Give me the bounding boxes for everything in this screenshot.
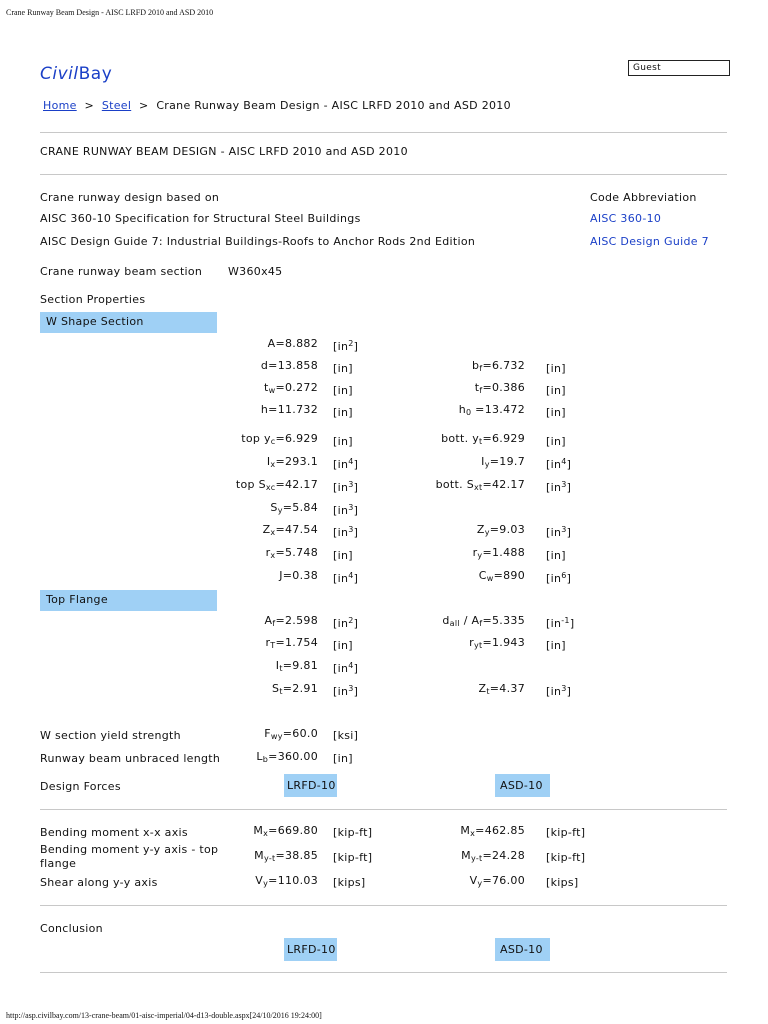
value: 110.03 bbox=[277, 874, 318, 887]
value: 0.272 bbox=[285, 381, 318, 394]
code-abbreviation-heading: Code Abbreviation bbox=[590, 191, 697, 204]
symbol-sub: f bbox=[272, 619, 276, 628]
unit: [in] bbox=[546, 639, 566, 652]
prop-Iy-value: $I_y=19.7$ bbox=[481, 455, 525, 469]
unit-close: ] bbox=[353, 572, 359, 585]
value: 462.85 bbox=[484, 824, 525, 837]
value: 0.386 bbox=[492, 381, 525, 394]
prop-ryt-unit bbox=[546, 638, 566, 652]
value: 360.00 bbox=[277, 750, 318, 763]
spec-aisc-360: AISC 360-10 Specification for Structural Steel Buildings bbox=[40, 212, 361, 225]
unit: [in bbox=[546, 617, 562, 630]
prop-yt-unit bbox=[546, 434, 566, 448]
force-mx-asd-unit: [kip-ft] bbox=[546, 826, 586, 839]
prop-d-unit bbox=[333, 361, 353, 375]
unit-exp: 2 bbox=[348, 616, 354, 625]
unit: [in] bbox=[333, 435, 353, 448]
symbol-sub: T bbox=[270, 641, 276, 650]
unit-exp: 2 bbox=[348, 339, 354, 348]
unit: [in bbox=[333, 340, 349, 353]
symbol: F bbox=[264, 727, 271, 740]
prop-J-value: J=0.38 bbox=[279, 569, 318, 582]
symbol-sub: f bbox=[479, 364, 483, 373]
w-shape-section-title: W Shape Section bbox=[46, 315, 144, 328]
unit: [in bbox=[333, 526, 349, 539]
asd-tab[interactable] bbox=[495, 774, 550, 797]
unit: [in] bbox=[546, 549, 566, 562]
prop-It-unit bbox=[333, 661, 358, 675]
breadcrumb-steel-link[interactable]: Steel bbox=[101, 99, 132, 112]
unit-close: ] bbox=[569, 617, 575, 630]
value: 42.17 bbox=[492, 478, 525, 491]
top-flange-title: Top Flange bbox=[46, 593, 108, 606]
symbol: Z bbox=[478, 682, 487, 695]
symbol: r bbox=[265, 546, 271, 559]
prop-Iy-unit bbox=[546, 457, 571, 471]
value: 2.91 bbox=[292, 682, 318, 695]
conclusion-lrfd-tab[interactable] bbox=[284, 938, 337, 961]
symbol: r bbox=[469, 636, 474, 649]
lrfd-tab-label: LRFD-10 bbox=[287, 779, 336, 792]
value: 5.335 bbox=[492, 614, 525, 627]
unbraced-length-unit: [in] bbox=[333, 752, 353, 765]
force-mx-label: Bending moment x-x axis bbox=[40, 826, 188, 839]
force-myt-lrfd-value: $M_{y-t}=38.85$ bbox=[254, 849, 318, 863]
symbol: Z bbox=[476, 523, 485, 536]
symbol: top y bbox=[241, 432, 271, 445]
symbol: M bbox=[253, 824, 264, 837]
symbol-sub: xt bbox=[473, 483, 483, 492]
unit: [in bbox=[333, 617, 349, 630]
breadcrumb bbox=[43, 99, 511, 112]
prop-yt-value: bott. $y_t=6.929$ bbox=[441, 432, 525, 446]
value: 38.85 bbox=[285, 849, 318, 862]
prop-tw-unit bbox=[333, 383, 353, 397]
prop-Ix-value: $I_x=293.1$ bbox=[266, 455, 318, 469]
design-basis-intro: Crane runway design based on bbox=[40, 191, 220, 204]
prop-ry-value: $r_y=1.488$ bbox=[472, 546, 525, 560]
force-myt-asd-unit: [kip-ft] bbox=[546, 851, 586, 864]
unit: [in bbox=[546, 572, 562, 585]
unit-close: ] bbox=[566, 458, 572, 471]
section-value: W360x45 bbox=[228, 265, 283, 278]
prop-tf-value: $t_f=0.386$ bbox=[474, 381, 525, 395]
prop-Sy-value: $S_y=5.84$ bbox=[270, 501, 318, 515]
unit-close: ] bbox=[353, 685, 359, 698]
prop-h0-value: $h_0 =13.472$ bbox=[458, 403, 525, 417]
value: 11.732 bbox=[277, 403, 318, 416]
unit-close: ] bbox=[566, 572, 572, 585]
logo-civil: Civil bbox=[40, 64, 79, 84]
unit-exp: 4 bbox=[348, 457, 354, 466]
value: 6.732 bbox=[492, 359, 525, 372]
unit-exp: 4 bbox=[348, 661, 354, 670]
unit-close: ] bbox=[353, 526, 359, 539]
breadcrumb-separator: > bbox=[139, 99, 149, 112]
symbol: d bbox=[260, 359, 269, 372]
force-mx-lrfd-value: $M_x=669.80$ bbox=[253, 824, 318, 838]
symbol: h bbox=[260, 403, 269, 416]
conclusion-asd-label: ASD-10 bbox=[500, 943, 543, 956]
symbol-sub: x bbox=[470, 829, 476, 838]
conclusion-heading: Conclusion bbox=[40, 922, 103, 935]
prop-Af-unit bbox=[333, 616, 358, 630]
symbol: t bbox=[474, 381, 480, 394]
symbol: A bbox=[267, 337, 276, 350]
symbol: S bbox=[272, 682, 280, 695]
symbol: t bbox=[264, 381, 269, 394]
breadcrumb-current: Crane Runway Beam Design - AISC LRFD 2010 and ASD 2010 bbox=[156, 99, 511, 112]
unit: [in bbox=[333, 572, 349, 585]
prop-rx-value: $r_x=5.748$ bbox=[265, 546, 318, 560]
unbraced-length-label: Runway beam unbraced length bbox=[40, 752, 221, 765]
symbol: S bbox=[270, 501, 278, 514]
prop-ryt-value: $r_{yt}=1.943$ bbox=[469, 636, 525, 650]
unit: [in bbox=[333, 458, 349, 471]
prop-yc-unit bbox=[333, 434, 353, 448]
section-label: Crane runway beam section bbox=[40, 265, 203, 278]
symbol: I bbox=[266, 455, 271, 468]
symbol-sub: t bbox=[279, 664, 283, 673]
value: 0.38 bbox=[292, 569, 318, 582]
value: 9.03 bbox=[499, 523, 525, 536]
prop-It-value: $I_t=9.81$ bbox=[275, 659, 318, 673]
symbol-sub: y-t bbox=[263, 854, 276, 863]
divider bbox=[40, 174, 727, 175]
unit: [in] bbox=[333, 549, 353, 562]
symbol: L bbox=[256, 750, 263, 763]
symbol: Z bbox=[262, 523, 271, 536]
unit-close: ] bbox=[566, 481, 572, 494]
prop-yc-value: top $y_c=6.929$ bbox=[241, 432, 318, 446]
prop-dAf-unit bbox=[546, 616, 574, 630]
unit: [in] bbox=[546, 362, 566, 375]
prop-Ix-unit bbox=[333, 457, 358, 471]
unit-exp: 3 bbox=[561, 480, 567, 489]
logo-bay: Bay bbox=[78, 64, 113, 84]
force-myt-asd-value: $M_{y-t}=24.28$ bbox=[461, 849, 525, 863]
unit-close: ] bbox=[353, 458, 359, 471]
design-guide-7-link[interactable]: AISC Design Guide 7 bbox=[590, 235, 709, 248]
value: 293.1 bbox=[285, 455, 318, 468]
symbol: I bbox=[275, 659, 280, 672]
unit: [in bbox=[546, 526, 562, 539]
symbol-sub: x bbox=[263, 829, 269, 838]
top-flange-banner bbox=[40, 590, 217, 611]
prop-Sy-unit bbox=[333, 503, 358, 517]
force-vy-asd-unit: [kips] bbox=[546, 876, 579, 889]
unbraced-length-value: $L_b=360.00$ bbox=[256, 750, 318, 764]
unit: [in bbox=[546, 458, 562, 471]
prop-Af-value: $A_f=2.598$ bbox=[264, 614, 318, 628]
prop-Cw-unit bbox=[546, 571, 571, 585]
prop-A-unit bbox=[333, 339, 358, 353]
symbol: h bbox=[458, 403, 466, 416]
symbol: top S bbox=[235, 478, 266, 491]
prop-bf-value: $b_f=6.732$ bbox=[472, 359, 525, 373]
symbol-sub: y bbox=[477, 551, 483, 560]
prop-Zx-value: $Z_x=47.54$ bbox=[262, 523, 318, 537]
symbol: M bbox=[460, 824, 471, 837]
unit: [in] bbox=[333, 639, 353, 652]
symbol: I bbox=[481, 455, 485, 468]
symbol-post bbox=[471, 403, 475, 416]
force-vy-asd-value: $V_y=76.00$ bbox=[469, 874, 525, 888]
value: 8.882 bbox=[285, 337, 318, 350]
unit-close: ] bbox=[353, 662, 359, 675]
symbol-sub: y bbox=[477, 879, 483, 888]
unit-exp: 3 bbox=[561, 525, 567, 534]
unit-exp: 6 bbox=[561, 571, 567, 580]
prop-Sxt-unit bbox=[546, 480, 571, 494]
unit: [in] bbox=[333, 406, 353, 419]
asd-tab-label: ASD-10 bbox=[500, 779, 543, 792]
value: 1.754 bbox=[285, 636, 318, 649]
divider bbox=[40, 905, 727, 906]
unit: [in] bbox=[333, 362, 353, 375]
symbol: A bbox=[264, 614, 273, 627]
value: 5.748 bbox=[285, 546, 318, 559]
force-vy-lrfd-unit: [kips] bbox=[333, 876, 366, 889]
value: 890 bbox=[503, 569, 525, 582]
divider bbox=[40, 809, 727, 810]
prop-bf-unit bbox=[546, 361, 566, 375]
prop-Zy-unit bbox=[546, 525, 571, 539]
symbol-sub: y bbox=[484, 528, 490, 537]
value: 5.84 bbox=[292, 501, 318, 514]
value: 13.858 bbox=[277, 359, 318, 372]
prop-Sxt-value: bott. $S_{xt}=42.17$ bbox=[435, 478, 525, 492]
symbol: bott. y bbox=[441, 432, 480, 445]
symbol: V bbox=[255, 874, 264, 887]
unit-exp: 3 bbox=[348, 480, 354, 489]
breadcrumb-home-link[interactable]: Home bbox=[43, 99, 77, 112]
prop-St-value: $S_t=2.91$ bbox=[272, 682, 318, 696]
value: 4.37 bbox=[499, 682, 525, 695]
unit: [in bbox=[333, 662, 349, 675]
prop-rT-value: $r_T=1.754$ bbox=[265, 636, 318, 650]
prop-J-unit bbox=[333, 571, 358, 585]
divider bbox=[40, 132, 727, 133]
unit: [in bbox=[333, 481, 349, 494]
symbol-sub: 0 bbox=[465, 408, 472, 417]
value: 24.28 bbox=[492, 849, 525, 862]
print-footer: http://asp.civilbay.com/13-crane-beam/01-aisc-imperial/04-d13-double.aspx[24/10/2016 19:24:00] bbox=[6, 1011, 322, 1020]
prop-tw-value: $t_w=0.272$ bbox=[264, 381, 318, 395]
unit: [in bbox=[546, 685, 562, 698]
design-forces-heading: Design Forces bbox=[40, 780, 121, 793]
prop-Zt-unit bbox=[546, 684, 571, 698]
symbol: V bbox=[469, 874, 478, 887]
force-vy-lrfd-value: $V_y=110.03$ bbox=[255, 874, 318, 888]
symbol-sub: x bbox=[270, 460, 276, 469]
unit: [in] bbox=[546, 384, 566, 397]
unit-close: ] bbox=[566, 685, 572, 698]
symbol-sub: t bbox=[279, 687, 283, 696]
symbol-sub: xc bbox=[265, 483, 276, 492]
yield-strength-value: $F_{wy}=60.0$ bbox=[264, 727, 318, 741]
prop-rx-unit bbox=[333, 548, 353, 562]
unit-exp: -1 bbox=[561, 616, 570, 625]
value: 6.929 bbox=[285, 432, 318, 445]
symbol: r bbox=[265, 636, 271, 649]
guest-label: Guest bbox=[633, 63, 661, 73]
user-login-box[interactable] bbox=[628, 60, 730, 76]
prop-Sxc-value: top $S_{xc}=42.17$ bbox=[235, 478, 318, 492]
prop-A-value: A=8.882 bbox=[267, 337, 318, 350]
unit-exp: 3 bbox=[561, 684, 567, 693]
force-mx-lrfd-unit: [kip-ft] bbox=[333, 826, 373, 839]
unit-exp: 3 bbox=[348, 525, 354, 534]
unit-close: ] bbox=[566, 526, 572, 539]
breadcrumb-separator: > bbox=[84, 99, 95, 112]
symbol-sub: w bbox=[268, 386, 276, 395]
symbol-sub: f bbox=[479, 386, 483, 395]
spec-design-guide-7: AISC Design Guide 7: Industrial Buildings-Roofs to Anchor Rods 2nd Edition bbox=[40, 235, 476, 248]
force-vy-label: Shear along y-y axis bbox=[40, 876, 158, 889]
divider bbox=[40, 972, 727, 973]
value: 76.00 bbox=[492, 874, 525, 887]
unit: [in bbox=[333, 685, 349, 698]
w-shape-section-banner bbox=[40, 312, 217, 333]
prop-Cw-value: $C_w=890$ bbox=[478, 569, 525, 583]
symbol: J bbox=[279, 569, 283, 582]
symbol-sub: wy bbox=[270, 732, 283, 741]
prop-dAf-value: $d_{all} / A_f=5.335$ bbox=[442, 614, 525, 628]
yield-strength-unit: [ksi] bbox=[333, 729, 359, 742]
value: 47.54 bbox=[285, 523, 318, 536]
unit: [in bbox=[546, 481, 562, 494]
value: 1.943 bbox=[492, 636, 525, 649]
symbol-sub: y bbox=[263, 879, 269, 888]
force-mx-asd-value: $M_x=462.85$ bbox=[460, 824, 525, 838]
symbol-sub: w bbox=[486, 574, 494, 583]
value: 669.80 bbox=[277, 824, 318, 837]
page-title: CRANE RUNWAY BEAM DESIGN - AISC LRFD 2010 and ASD 2010 bbox=[40, 145, 408, 158]
prop-h-unit bbox=[333, 405, 353, 419]
unit-close: ] bbox=[353, 340, 359, 353]
prop-h0-unit bbox=[546, 405, 566, 419]
conclusion-lrfd-label: LRFD-10 bbox=[287, 943, 336, 956]
conclusion-asd-tab[interactable] bbox=[495, 938, 550, 961]
aisc-360-link[interactable]: AISC 360-10 bbox=[590, 212, 662, 225]
unit: [in] bbox=[546, 406, 566, 419]
unit: [in bbox=[333, 504, 349, 517]
symbol: C bbox=[478, 569, 487, 582]
unit-close: ] bbox=[353, 617, 359, 630]
symbol-sub: t bbox=[479, 437, 483, 446]
symbol: b bbox=[472, 359, 480, 372]
symbol-sub: all bbox=[449, 619, 460, 628]
unit-exp: 4 bbox=[561, 457, 567, 466]
unit: [in] bbox=[546, 435, 566, 448]
prop-Zy-value: $Z_y=9.03$ bbox=[476, 523, 525, 537]
prop-ry-unit bbox=[546, 548, 566, 562]
value: 13.472 bbox=[484, 403, 525, 416]
prop-Zt-value: $Z_t=4.37$ bbox=[478, 682, 525, 696]
yield-strength-label: W section yield strength bbox=[40, 729, 181, 742]
symbol-sub: x bbox=[270, 551, 276, 560]
symbol-post: / A bbox=[459, 614, 480, 627]
prop-rT-unit bbox=[333, 638, 353, 652]
print-header: Crane Runway Beam Design - AISC LRFD 2010 and ASD 2010 bbox=[6, 8, 214, 17]
symbol-sub: yt bbox=[473, 641, 483, 650]
unit: [in] bbox=[333, 384, 353, 397]
symbol-sub: x bbox=[270, 528, 276, 537]
unit-exp: 3 bbox=[348, 503, 354, 512]
value: 1.488 bbox=[492, 546, 525, 559]
symbol-sub2: f bbox=[479, 619, 483, 628]
force-myt-lrfd-unit: [kip-ft] bbox=[333, 851, 373, 864]
lrfd-tab[interactable] bbox=[284, 774, 337, 797]
unit-close: ] bbox=[353, 504, 359, 517]
symbol-sub: y bbox=[277, 506, 283, 515]
prop-Zx-unit bbox=[333, 525, 358, 539]
symbol-sub: y-t bbox=[470, 854, 483, 863]
symbol: r bbox=[472, 546, 478, 559]
unit-close: ] bbox=[353, 481, 359, 494]
symbol: M bbox=[461, 849, 471, 862]
symbol: M bbox=[254, 849, 264, 862]
symbol-sub: c bbox=[270, 437, 276, 446]
value: 6.929 bbox=[492, 432, 525, 445]
symbol-sub: y bbox=[484, 460, 490, 469]
symbol: bott. S bbox=[435, 478, 474, 491]
force-myt-label: Bending moment y-y axis - top flange bbox=[40, 843, 219, 870]
value: 9.81 bbox=[292, 659, 318, 672]
value: 19.7 bbox=[499, 455, 525, 468]
unit-exp: 3 bbox=[348, 684, 354, 693]
value: 60.0 bbox=[292, 727, 318, 740]
symbol: d bbox=[442, 614, 450, 627]
prop-tf-unit bbox=[546, 383, 566, 397]
section-properties-heading: Section Properties bbox=[40, 293, 146, 306]
prop-St-unit bbox=[333, 684, 358, 698]
prop-h-value: h=11.732 bbox=[260, 403, 318, 416]
prop-d-value: d=13.858 bbox=[260, 359, 318, 372]
civilbay-logo[interactable] bbox=[40, 64, 112, 84]
symbol-sub: b bbox=[262, 755, 269, 764]
unit-exp: 4 bbox=[348, 571, 354, 580]
symbol-sub: t bbox=[486, 687, 490, 696]
value: 2.598 bbox=[285, 614, 318, 627]
value: 42.17 bbox=[285, 478, 318, 491]
prop-Sxc-unit bbox=[333, 480, 358, 494]
